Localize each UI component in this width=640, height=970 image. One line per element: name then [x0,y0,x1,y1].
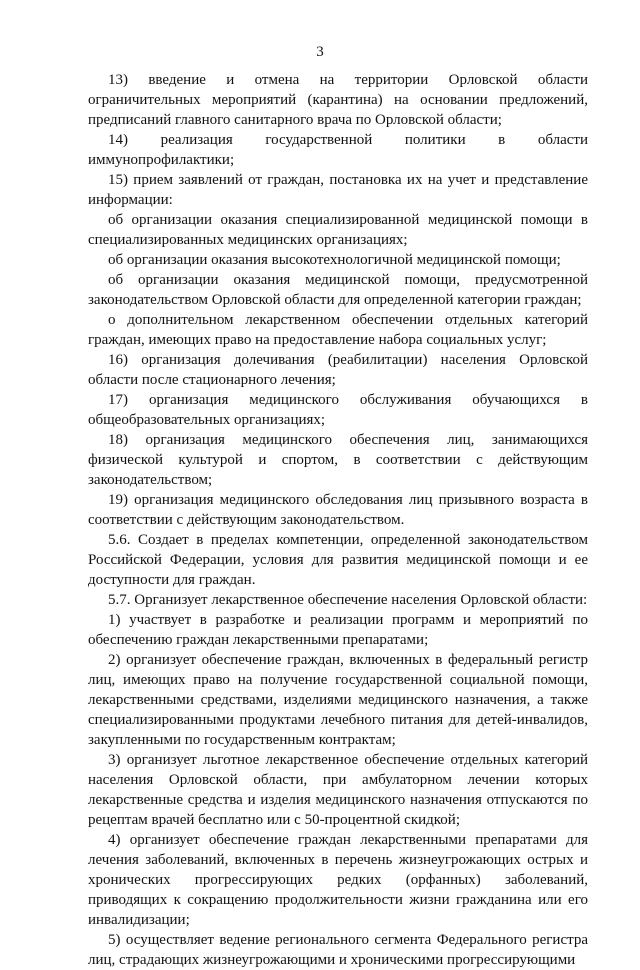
paragraph: об организации оказания специализированной медицинской помощи в специализированных медицинских организациях; [88,212,588,248]
paragraph: 5) осуществляет ведение регионального сегмента Федерального регистра лиц, страдающих жизнеугрожающими и хроническими прогрессирующими [88,932,588,968]
paragraph: о дополнительном лекарственном обеспечении отдельных категорий граждан, имеющих право на предоставление набора социальных услуг; [88,312,588,348]
paragraph: 3) организует льготное лекарственное обеспечение отдельных категорий населения Орловской области, при амбулаторном лечении которых лекарственные средства и изделия медицинского назначения отпускаются по рецептам врачей бесплатно или с 50-процентной скидкой; [88,752,588,828]
paragraph: 14) реализация государственной политики в области иммунопрофилактики; [88,132,588,168]
paragraph: 17) организация медицинского обслуживания обучающихся в общеобразовательных организациях; [88,392,588,428]
page-number: 3 [316,44,324,60]
paragraph: 5.7. Организует лекарственное обеспечение населения Орловской области: [108,592,588,608]
document-body [88,70,588,970]
paragraph: 19) организация медицинского обследования лиц призывного возраста в соответствии с действующим законодательством. [88,492,588,528]
paragraph: 2) организует обеспечение граждан, включенных в федеральный регистр лиц, имеющих право на получение государственной социальной помощи, лекарственными средствами, изделиями медицинского назначения, а также специализированными продуктами лечебного питания для детей-инвалидов, закупленными по государственным контрактам; [88,652,588,748]
paragraph: об организации оказания высокотехнологичной медицинской помощи; [108,252,561,268]
paragraph: 4) организует обеспечение граждан лекарственными препаратами для лечения заболеваний, включенных в перечень жизнеугрожающих острых и хронических прогрессирующих редких (орфанных) заболеваний, приводящих к сокращению продолжительности жизни гражданина или его инвалидизации; [88,832,588,928]
paragraph: 18) организация медицинского обеспечения лиц, занимающихся физической культурой и спортом, в соответствии с действующим законодательством; [88,432,588,488]
paragraph: 13) введение и отмена на территории Орловской области ограничительных мероприятий (карантина) на основании предложений, предписаний главного санитарного врача по Орловской области; [88,72,588,128]
paragraph: об организации оказания медицинской помощи, предусмотренной законодательством Орловской области для определенной категории граждан; [88,272,588,308]
paragraph: 15) прием заявлений от граждан, постановка их на учет и представление информации: [88,172,588,208]
paragraph: 16) организация долечивания (реабилитации) населения Орловской области после стационарного лечения; [88,352,588,388]
paragraph: 5.6. Создает в пределах компетенции, определенной законодательством Российской Федерации, условия для развития медицинской помощи и ее доступности для граждан. [88,532,588,588]
paragraph: 1) участвует в разработке и реализации программ и мероприятий по обеспечению граждан лекарственными препаратами; [88,612,588,648]
